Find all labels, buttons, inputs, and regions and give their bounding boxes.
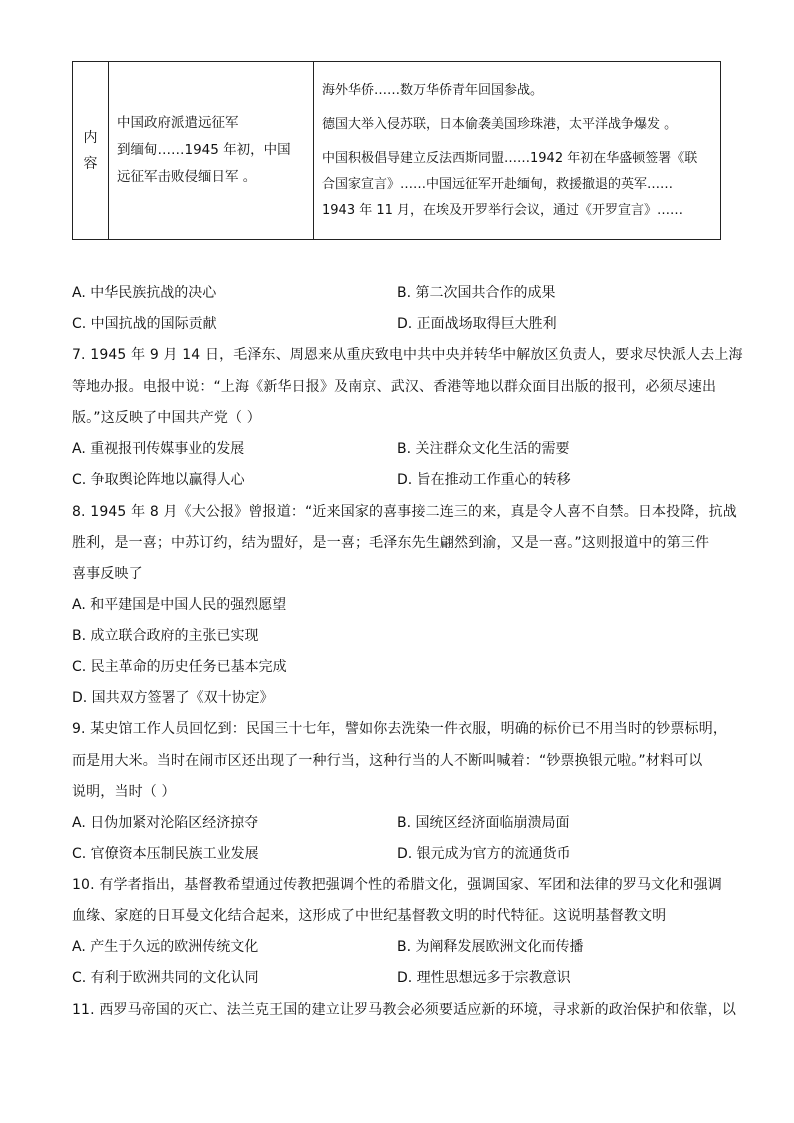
q6-option-a[interactable]: A. 中华民族抗战的决心: [72, 285, 217, 301]
right-line: 德国大举入侵苏联，日本偷袭美国珍珠港，太平洋战争爆发 。: [322, 116, 678, 132]
q10-stem-line: 10. 有学者指出，基督教希望通过传教把强调个性的希腊文化，强调国家、军团和法律的罗马文化和强调: [72, 877, 722, 893]
q10-option-b[interactable]: B. 为阐释发展欧洲文化而传播: [397, 939, 584, 955]
q10-option-a[interactable]: A. 产生于久远的欧洲传统文化: [72, 939, 259, 955]
q10-stem-line: 血缘、家庭的日耳曼文化结合起来，这形成了中世纪基督教文明的时代特征。这说明基督教文明: [72, 908, 667, 924]
q8-option-a[interactable]: A. 和平建国是中国人民的强烈愿望: [72, 597, 287, 613]
q9-option-d[interactable]: D. 银元成为官方的流通货币: [397, 846, 571, 862]
table-header-cell: [73, 62, 109, 240]
q7-stem-line: 等地办报。电报中说：“上海《新华日报》及南京、武汉、香港等地以群众面目出版的报刊，必须尽速出: [72, 379, 717, 395]
q9-option-b[interactable]: B. 国统区经济面临崩溃局面: [397, 815, 570, 831]
q8-stem-line: 8. 1945 年 8 月《大公报》曾报道：“近来国家的喜事接二连三的来，真是令人喜不自禁。日本投降，抗战: [72, 504, 737, 520]
q10-option-c[interactable]: C. 有利于欧洲共同的文化认同: [72, 970, 259, 986]
q6-option-d[interactable]: D. 正面战场取得巨大胜利: [397, 316, 557, 332]
right-line: 合国家宣言》……中国远征军开赴缅甸，救援撤退的英军……: [322, 176, 674, 192]
q11-stem-line: 11. 西罗马帝国的灭亡、法兰克王国的建立让罗马教会必须要适应新的环境，寻求新的政治保护和依靠，以: [72, 1002, 737, 1018]
right-line: 中国积极倡导建立反法西斯同盟……1942 年初在华盛顿签署《联: [322, 150, 698, 166]
header-char: 内: [83, 129, 98, 146]
q7-stem-line: 版。”这反映了中国共产党（ ）: [72, 410, 261, 426]
table-right-cell: [314, 62, 721, 240]
q9-option-a[interactable]: A. 日伪加紧对沦陷区经济掠夺: [72, 815, 259, 831]
q9-option-c[interactable]: C. 官僚资本压制民族工业发展: [72, 846, 259, 862]
left-line: 远征军击败侵缅日军 。: [117, 169, 257, 185]
q7-stem-line: 7. 1945 年 9 月 14 日，毛泽东、周恩来从重庆致电中共中央并转华中解放区负责人，要求尽快派人去上海: [72, 347, 743, 363]
content-table: [72, 61, 721, 240]
right-line: 海外华侨……数万华侨青年回国参战。: [322, 82, 544, 98]
q8-option-d[interactable]: D. 国共双方签署了《双十协定》: [72, 690, 274, 706]
q7-option-d[interactable]: D. 旨在推动工作重心的转移: [397, 472, 571, 488]
q6-option-c[interactable]: C. 中国抗战的国际贡献: [72, 316, 217, 332]
q9-stem-line: 说明，当时（ ）: [72, 784, 176, 800]
q10-option-d[interactable]: D. 理性思想远多于宗教意识: [397, 970, 571, 986]
q7-option-b[interactable]: B. 关注群众文化生活的需要: [397, 441, 570, 457]
q9-stem-line: 而是用大米。当时在闹市区还出现了一种行当，这种行当的人不断叫喊着：“钞票换银元啦。”材料可以: [72, 753, 703, 769]
left-line: 中国政府派遣远征军: [117, 115, 239, 131]
q7-option-c[interactable]: C. 争取舆论阵地以赢得人心: [72, 472, 245, 488]
q7-option-a[interactable]: A. 重视报刊传媒事业的发展: [72, 441, 245, 457]
header-char: 容: [83, 155, 98, 172]
q9-stem-line: 9. 某史馆工作人员回忆到：民国三十七年，譬如你去洗染一件衣服，明确的标价已不用当时的钞票标明，: [72, 721, 728, 737]
q8-option-b[interactable]: B. 成立联合政府的主张已实现: [72, 628, 259, 644]
q8-stem-line: 喜事反映了: [72, 566, 143, 582]
q6-option-b[interactable]: B. 第二次国共合作的成果: [397, 285, 556, 301]
q8-stem-line: 胜利，是一喜；中苏订约，结为盟好，是一喜；毛泽东先生翩然到渝，又是一喜。”这则报道中的第三件: [72, 535, 710, 551]
left-line: 到缅甸……1945 年初，中国: [117, 142, 291, 158]
right-line: 1943 年 11 月，在埃及开罗举行会议，通过《开罗宣言》……: [322, 202, 684, 218]
table-left-cell: [109, 62, 314, 240]
q8-option-c[interactable]: C. 民主革命的历史任务已基本完成: [72, 659, 287, 675]
